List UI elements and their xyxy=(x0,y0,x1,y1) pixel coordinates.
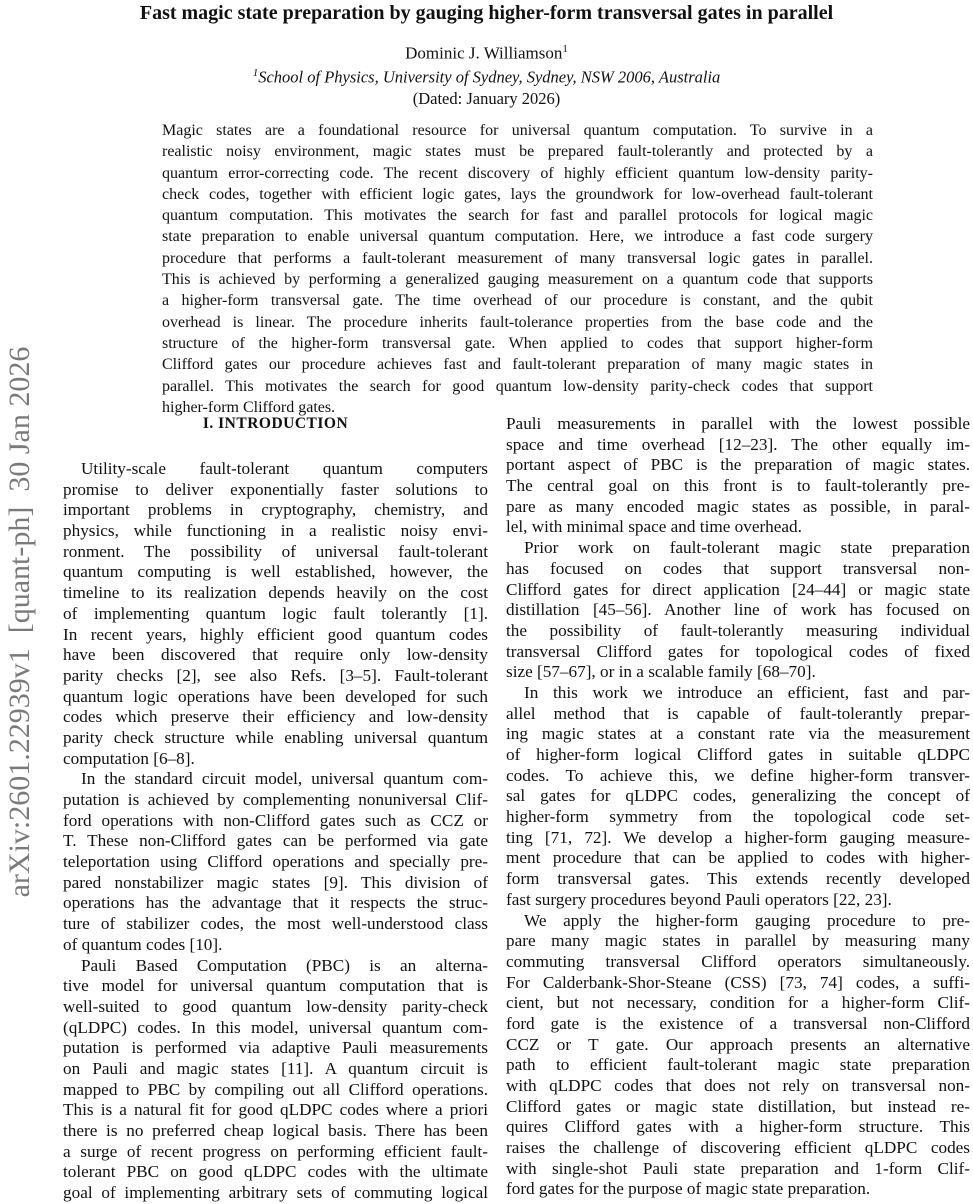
text-line: quantum computing is well established, however, the xyxy=(63,562,488,582)
text-line: well-suited to good quantum low-density parity-check xyxy=(63,996,488,1016)
text-line: This is achieved by performing a generalized gauging measurement on a quantum code that supports xyxy=(162,271,873,289)
paragraph xyxy=(162,120,873,418)
text-line: quantum logic operations have been developed for such xyxy=(63,686,488,706)
author-name: Dominic J. Williamson xyxy=(405,43,563,63)
text-line: putation is achieved by complementing nonuniversal Clif- xyxy=(63,790,488,809)
text-line: raises the challenge of discovering efficient qLDPC codes xyxy=(506,1138,970,1158)
paragraph xyxy=(506,414,970,538)
text-line: parity checks [2], see also Refs. [3–5]. Fault-tolerant xyxy=(63,665,488,685)
text-line: We apply the higher-form gauging procedure to pre- xyxy=(524,910,970,930)
text-line: The central goal on this front is to fault-tolerantly pre- xyxy=(506,476,970,496)
text-line: promise to deliver exponentially faster solutions to xyxy=(63,479,488,499)
text-line: procedure that performs a fault-tolerant measurement of many transversal logic gates in parallel. xyxy=(162,249,873,267)
text-line: physics, while functioning in a realistic noisy envi- xyxy=(63,521,488,541)
text-line: a surge of recent progress on performing efficient fault- xyxy=(63,1141,488,1161)
text-line: of quantum codes [10]. xyxy=(63,934,223,954)
text-line: ford gates for the purpose of magic state preparation. xyxy=(506,1179,871,1199)
paragraph xyxy=(506,683,970,911)
text-line: fast surgery procedures beyond Pauli operators [22, 23]. xyxy=(506,889,892,909)
text-line: of implementing quantum logic fault tolerantly [1]. xyxy=(63,603,488,623)
section-heading-introduction: I. INTRODUCTION xyxy=(202,415,349,432)
text-line: of higher-form logical Clifford gates in suitable qLDPC xyxy=(506,745,970,764)
paragraph xyxy=(506,911,970,1201)
text-line: have been discovered that require only low-density xyxy=(63,645,488,665)
text-line: putation is performed via adaptive Pauli measurements xyxy=(63,1038,488,1058)
text-line: T. These non-Clifford gates can be performed via gate xyxy=(63,831,488,851)
text-line: ford operations with non-Clifford gates such as CCZ or xyxy=(63,810,488,830)
text-line: This is a natural fit for good qLDPC codes where a priori xyxy=(63,1100,488,1120)
text-line: Clifford gates our procedure achieves fast and fault-tolerant preparation of many magic states in xyxy=(162,356,873,374)
text-line: tive model for universal quantum computation that is xyxy=(63,976,488,996)
text-line: structure of the higher-form transversal gate. When applied to codes that support higher-form xyxy=(162,334,873,352)
text-line: mapped to PBC by compiling out all Clifford operations. xyxy=(63,1079,488,1099)
affiliation-mark: 1 xyxy=(252,67,259,79)
text-line: In the standard circuit model, universal quantum com- xyxy=(81,769,488,789)
text-line: path to efficient fault-tolerant magic state preparation xyxy=(506,1055,970,1075)
right-column xyxy=(506,414,970,1200)
text-line: quires Clifford gates with a higher-form structure. This xyxy=(506,1117,970,1137)
paragraph xyxy=(63,956,488,1204)
text-line: check codes, together with efficient logic gates, lays the groundwork for low-overhead fault-tolerant xyxy=(162,185,873,203)
text-line: portant aspect of PBC is the preparation of magic states. xyxy=(506,455,970,475)
text-line: space and time overhead [12–23]. The other equally im- xyxy=(506,434,970,454)
paragraph xyxy=(506,538,970,683)
text-line: quantum computation. This motivates the search for fast and parallel protocols for logical magic xyxy=(162,207,873,225)
text-line: on Pauli and magic states [11]. A quantum circuit is xyxy=(63,1058,488,1078)
text-line: the possibility of fault-tolerantly measuring individual xyxy=(506,620,970,640)
text-line: In recent years, highly efficient good quantum codes xyxy=(63,624,488,644)
text-line: ronment. The possibility of universal fault-tolerant xyxy=(63,541,488,561)
paper-title: Fast magic state preparation by gauging higher-form transversal gates in parallel xyxy=(139,2,834,24)
text-line: codes. To achieve this, we define higher-form transver- xyxy=(506,765,970,785)
text-line: size [57–67], or in a scalable family [68–70]. xyxy=(506,662,816,682)
text-line: commuting transversal Clifford operators simultaneously. xyxy=(506,951,970,971)
text-line: For Calderbank-Shor-Steane (CSS) [73, 74] codes, a suffi- xyxy=(506,972,970,992)
text-line: realistic noisy environment, magic states must be prepared fault-tolerantly and protected by a xyxy=(162,143,873,161)
text-line: cient, but not necessary, condition for a higher-form Clif- xyxy=(506,993,970,1013)
text-line: Clifford gates for direct application [24–44] or magic state xyxy=(506,579,970,599)
text-line: ing magic states at a constant rate via the measurement xyxy=(506,724,970,744)
text-line: overhead is linear. The procedure inherits fault-tolerance properties from the base code and the xyxy=(162,313,873,331)
paragraph xyxy=(63,769,488,955)
text-line: pare many magic states in parallel by measuring many xyxy=(506,931,970,951)
text-line: pare as many encoded magic states as possible, in paral- xyxy=(506,496,970,516)
text-line: with single-shot Pauli state preparation and 1-form Clif- xyxy=(506,1158,970,1178)
text-line: sal gates for qLDPC codes, generalizing the concept of xyxy=(506,786,970,806)
text-line: Prior work on fault-tolerant magic state preparation xyxy=(524,538,970,558)
text-line: Pauli Based Computation (PBC) is an alterna- xyxy=(81,955,488,975)
text-line: codes which preserve their efficiency and low-density xyxy=(63,707,488,727)
abstract xyxy=(162,120,873,418)
text-line: a higher-form transversal gate. The time overhead of our procedure is constant, and the qubit xyxy=(162,292,873,310)
text-line: Utility-scale fault-tolerant quantum computers xyxy=(81,459,488,478)
text-line: (qLDPC) codes. In this model, universal quantum com- xyxy=(63,1017,488,1037)
text-line: goal of implementing arbitrary sets of commuting logical xyxy=(63,1183,488,1203)
text-line: computation [6–8]. xyxy=(63,748,195,768)
affiliation xyxy=(0,67,973,88)
text-line: ment procedure that can be applied to codes with higher- xyxy=(506,848,970,868)
text-line: operations has the advantage that it respects the struc- xyxy=(63,893,488,913)
arxiv-identifier-stamp: arXiv:2601.22939v1 [quant-ph] 30 Jan 2026 xyxy=(3,346,36,898)
text-line: distillation [45–56]. Another line of work has focused on xyxy=(506,600,970,620)
text-line: with qLDPC codes that does not rely on transversal non- xyxy=(506,1076,970,1095)
affiliation-text: School of Physics, University of Sydney, Sydney, NSW 2006, Australia xyxy=(258,67,721,87)
text-line: higher-form symmetry from the topological code set- xyxy=(506,807,970,827)
author-affiliation-mark: 1 xyxy=(562,43,568,55)
text-line: lel, with minimal space and time overhead. xyxy=(506,517,802,537)
text-line: ford gate is the existence of a transversal non-Clifford xyxy=(506,1013,970,1033)
text-line: ting [71, 72]. We develop a higher-form gauging measure- xyxy=(506,827,970,847)
text-line: CCZ or T gate. Our approach presents an alternative xyxy=(506,1034,970,1054)
left-column xyxy=(63,459,488,1204)
date-line: (Dated: January 2026) xyxy=(412,89,561,108)
text-line: higher-form Clifford gates. xyxy=(162,398,336,416)
text-line: parity check structure while enabling universal quantum xyxy=(63,727,488,747)
text-line: Pauli measurements in parallel with the lowest possible xyxy=(506,414,970,433)
text-line: Clifford gates or magic state distillation, but instead re- xyxy=(506,1096,970,1116)
text-line: parallel. This motivates the search for good quantum low-density parity-check codes that support xyxy=(162,377,873,395)
text-line: pared nonstabilizer magic states [9]. This division of xyxy=(63,872,488,892)
text-line: teleportation using Clifford operations and specially pre- xyxy=(63,852,488,872)
text-line: timeline to its realization depends heavily on the cost xyxy=(63,583,488,603)
paragraph xyxy=(63,459,488,769)
text-line: has focused on codes that support transversal non- xyxy=(506,558,970,578)
text-line: state preparation to enable universal quantum computation. Here, we introduce a fast code surgery xyxy=(162,228,873,246)
author xyxy=(0,43,973,64)
text-line: ture of stabilizer codes, the most well-understood class xyxy=(63,914,488,934)
text-line: In this work we introduce an efficient, fast and par- xyxy=(524,682,970,702)
text-line: form transversal gates. This extends recently developed xyxy=(506,869,970,889)
text-line: there is no preferred cheap logical basis. There has been xyxy=(63,1121,488,1140)
text-line: transversal Clifford gates for topological codes of fixed xyxy=(506,641,970,661)
text-line: allel method that is capable of fault-tolerantly prepar- xyxy=(506,703,970,723)
text-line: tolerant PBC on good qLDPC codes with the ultimate xyxy=(63,1162,488,1182)
text-line: Magic states are a foundational resource for universal quantum computation. To survive in a xyxy=(162,122,873,139)
text-line: important problems in cryptography, chemistry, and xyxy=(63,500,488,520)
text-line: quantum error-correcting code. The recent discovery of highly efficient quantum low-density parity- xyxy=(162,164,873,182)
